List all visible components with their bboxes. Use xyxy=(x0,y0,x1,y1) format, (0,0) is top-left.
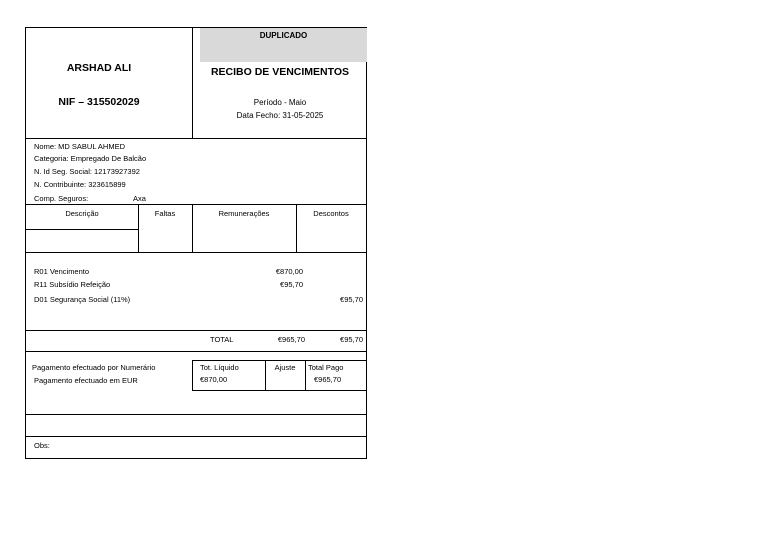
payment-method: Pagamento efectuado por Numerário xyxy=(32,363,156,372)
total-paid-value: €965,70 xyxy=(314,375,342,384)
totals-top-rule xyxy=(26,330,366,331)
header-bottom-rule xyxy=(26,138,366,139)
line-item-earnings: €95,70 xyxy=(280,280,303,289)
column-divider-2 xyxy=(192,204,193,252)
blank-row-top-rule xyxy=(26,414,366,415)
net-total-value: €870,00 xyxy=(200,375,228,384)
notes-top-rule xyxy=(26,436,366,437)
column-divider-3 xyxy=(296,204,297,252)
closing-date: Data Fecho: 31-05-2025 xyxy=(236,111,324,120)
totals-bottom-rule xyxy=(26,351,366,352)
payment-divider-2 xyxy=(305,360,306,391)
table-top-rule xyxy=(26,204,366,205)
total-paid-label: Total Pago xyxy=(308,363,344,372)
total-deductions: €95,70 xyxy=(340,335,363,344)
column-divider-1 xyxy=(138,204,139,252)
column-header-absences: Faltas xyxy=(154,209,176,218)
table-header-bottom-rule xyxy=(26,252,366,253)
line-item-earnings: €870,00 xyxy=(275,267,303,276)
column-header-earnings: Remunerações xyxy=(218,209,270,218)
salary-receipt xyxy=(25,27,367,459)
adjustment-label: Ajuste xyxy=(274,363,296,372)
duplicate-label: DUPLICADO xyxy=(259,31,308,40)
line-item-description: R01 Vencimento xyxy=(34,267,90,276)
line-item-deductions: €95,70 xyxy=(340,295,363,304)
period: Período - Maio xyxy=(253,98,307,107)
social-security-number: N. Id Seg. Social: 12173927392 xyxy=(34,167,140,176)
column-header-deductions: Descontos xyxy=(313,209,349,218)
description-sub-rule xyxy=(26,229,138,230)
header-divider xyxy=(192,28,193,138)
line-item-description: R11 Subsídio Refeição xyxy=(34,280,111,289)
net-total-label: Tot. Líquido xyxy=(200,363,239,372)
insurance-value: Axa xyxy=(133,194,146,203)
total-earnings: €965,70 xyxy=(277,335,305,344)
notes-label: Obs: xyxy=(34,441,50,450)
column-header-description: Descrição xyxy=(65,209,99,218)
employer-name: ARSHAD ALI xyxy=(66,62,132,74)
line-item-description: D01 Segurança Social (11%) xyxy=(34,295,131,304)
payment-currency: Pagamento efectuado em EUR xyxy=(34,376,138,385)
document-title: RECIBO DE VENCIMENTOS xyxy=(210,66,350,78)
taxpayer-number: N. Contribuinte: 323615899 xyxy=(34,180,126,189)
employer-nif: NIF – 315502029 xyxy=(58,96,140,108)
employee-category: Categoria: Empregado De Balcão xyxy=(34,154,147,163)
employee-name: Nome: MD SABUL AHMED xyxy=(34,142,125,151)
total-label: TOTAL xyxy=(210,335,234,344)
insurance-label: Comp. Seguros: xyxy=(34,194,89,203)
